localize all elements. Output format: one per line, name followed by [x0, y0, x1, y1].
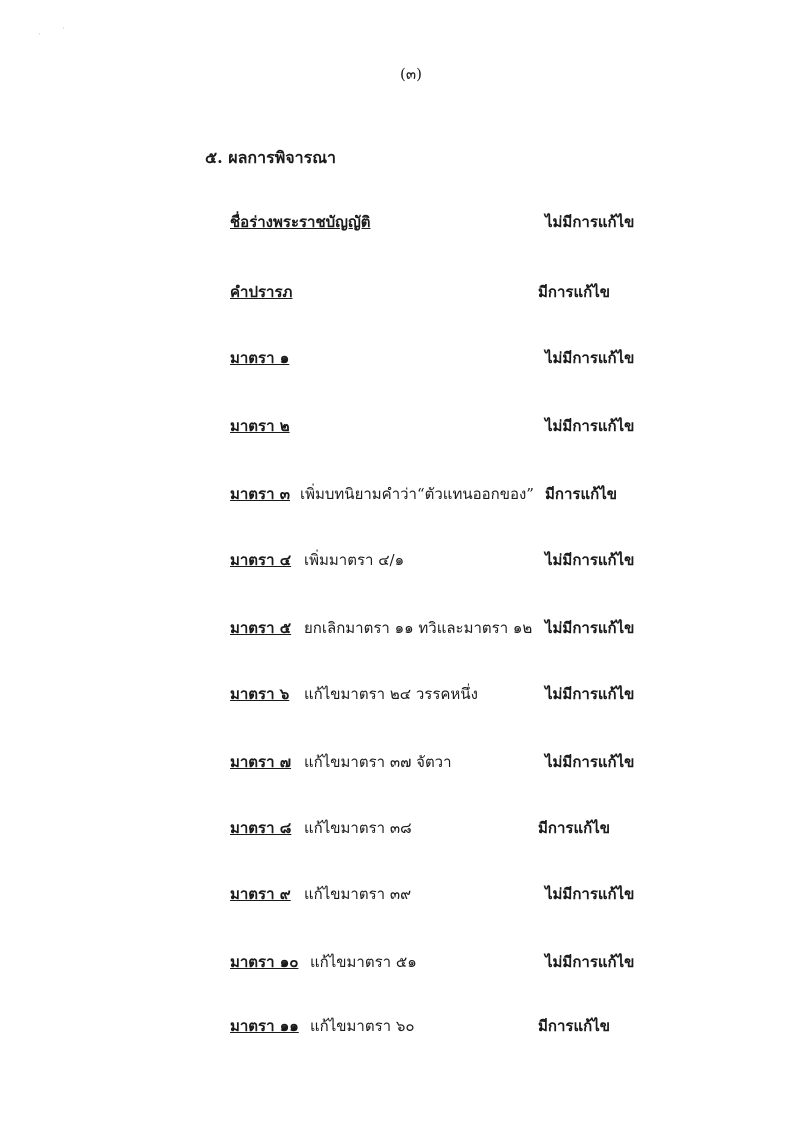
row-description: แก้ไขมาตรา ๓๙: [304, 885, 412, 903]
status-text: มีการแก้ไข: [538, 819, 610, 837]
status-text: ไม่มีการแก้ไข: [545, 349, 635, 367]
status-text: ไม่มีการแก้ไข: [545, 953, 635, 971]
list-item: [230, 616, 650, 640]
row-description: เพิ่มบทนิยามคำว่า“ตัวแทนออกของ”: [300, 485, 534, 503]
row-description: แก้ไขมาตรา ๖๐: [310, 1017, 415, 1035]
row-description: แก้ไขมาตรา ๕๑: [310, 953, 417, 971]
row-label: มาตรา ๒: [230, 417, 290, 435]
scan-speck: ·: [38, 30, 41, 40]
status-text: ไม่มีการแก้ไข: [545, 685, 635, 703]
scan-speck: ·: [62, 24, 65, 34]
row-label: มาตรา ๗: [230, 753, 292, 771]
status-text: ไม่มีการแก้ไข: [545, 619, 635, 637]
row-description: เพิ่มมาตรา ๔/๑: [304, 551, 405, 569]
row-description: แก้ไขมาตรา ๓๘: [304, 819, 412, 837]
page-number: (๓): [400, 65, 422, 83]
status-text: ไม่มีการแก้ไข: [545, 213, 635, 231]
section-heading: ๕. ผลการพิจารณา: [205, 148, 337, 167]
row-label: มาตรา ๕: [230, 619, 292, 637]
row-label: คำปรารภ: [230, 283, 293, 301]
list-item: [230, 882, 650, 906]
list-item: [230, 816, 650, 840]
list-item: [230, 548, 650, 572]
row-description: แก้ไขมาตรา ๓๗ จัตวา: [304, 753, 452, 771]
list-item: [230, 482, 650, 506]
row-label: มาตรา ๓: [230, 485, 291, 503]
status-text: มีการแก้ไข: [538, 1017, 610, 1035]
list-item: [230, 280, 650, 304]
list-item: [230, 1014, 650, 1038]
list-item: [230, 682, 650, 706]
row-label: มาตรา ๙: [230, 885, 291, 903]
row-label: มาตรา ๔: [230, 551, 292, 569]
row-label: ชื่อร่างพระราชบัญญัติ: [230, 213, 371, 231]
list-item: [230, 950, 650, 974]
row-description: แก้ไขมาตรา ๒๔ วรรคหนึ่ง: [304, 685, 478, 703]
row-label: มาตรา ๑๑: [230, 1017, 299, 1035]
status-text: ไม่มีการแก้ไข: [545, 551, 635, 569]
status-text: มีการแก้ไข: [545, 485, 617, 503]
row-label: มาตรา ๖: [230, 685, 290, 703]
row-label: มาตรา ๘: [230, 819, 292, 837]
row-label: มาตรา ๑: [230, 349, 290, 367]
status-text: ไม่มีการแก้ไข: [545, 885, 635, 903]
status-text: มีการแก้ไข: [538, 283, 610, 301]
row-label: มาตรา ๑๐: [230, 953, 299, 971]
list-item: [230, 750, 650, 774]
row-description: ยกเลิกมาตรา ๑๑ ทวิและมาตรา ๑๒: [304, 619, 533, 637]
list-item: [230, 346, 650, 370]
status-text: ไม่มีการแก้ไข: [545, 417, 635, 435]
status-text: ไม่มีการแก้ไข: [545, 753, 635, 771]
list-item: [230, 414, 650, 438]
list-item: [230, 210, 650, 234]
